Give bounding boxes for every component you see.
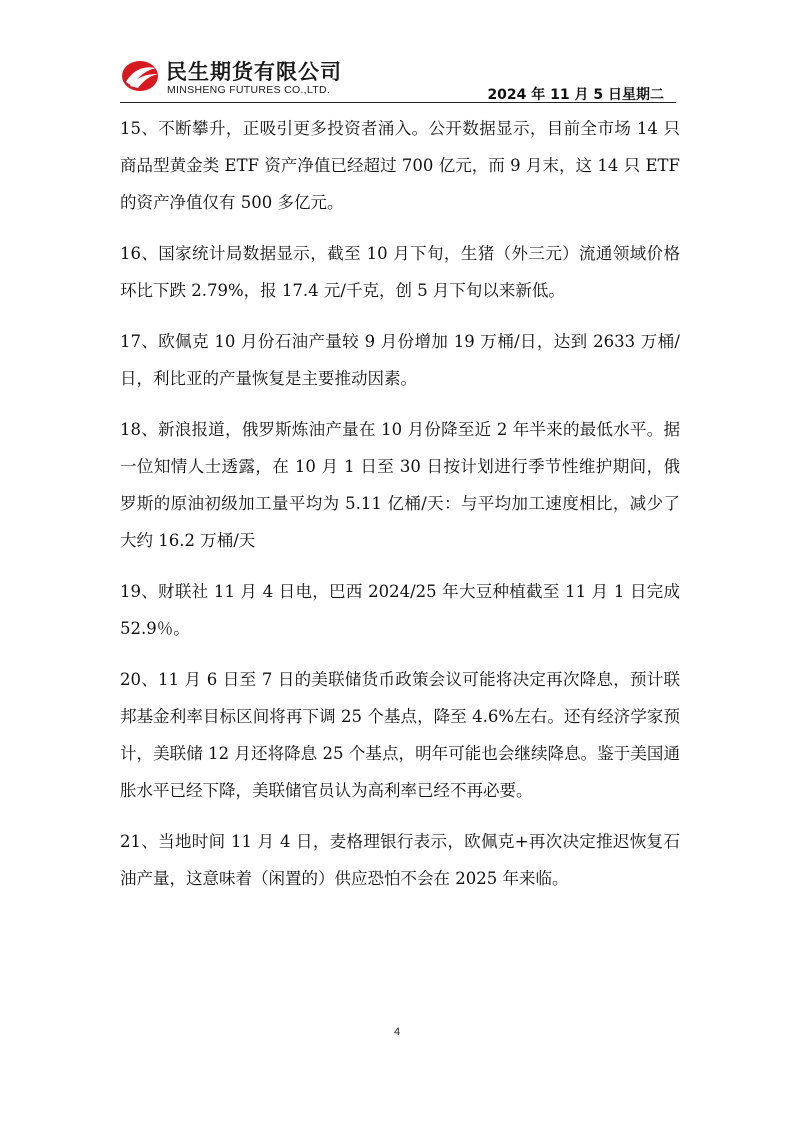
company-logo — [120, 54, 370, 100]
page-header — [120, 54, 680, 104]
news-item-18: 18、新浪报道，俄罗斯炼油产量在 10 月份降至近 2 年半来的最低水平。据一位知情人士透露，在 10 月 1 日至 30 日按计划进行季节性维护期间，俄罗斯的原油初级加工量平均为 5.11 亿桶/天：与平均加工速度相比，减少了大约 16.2 万桶/天 — [120, 420, 680, 550]
news-content — [120, 110, 680, 911]
news-item-19: 19、财联社 11 月 4 日电，巴西 2024/25 年大豆种植截至 11 月 1 日完成 52.9％。 — [120, 582, 680, 638]
header-divider — [120, 102, 676, 103]
news-item-16: 16、国家统计局数据显示，截至 10 月下旬，生猪（外三元）流通领域价格环比下跌 2.79%，报 17.4 元/千克，创 5 月下旬以来新低。 — [120, 244, 680, 300]
report-date: 2024 年 11 月 5 日星期二 — [487, 87, 664, 103]
page-number: 4 — [393, 1026, 401, 1038]
company-name-en: MINSHENG FUTURES CO.,LTD. — [167, 84, 331, 96]
news-item-17: 17、欧佩克 10 月份石油产量较 9 月份增加 19 万桶/日，达到 2633 万桶/日，利比亚的产量恢复是主要推动因素。 — [120, 332, 680, 388]
company-name-cn: 民生期货有限公司 — [166, 60, 342, 84]
news-item-15: 15、不断攀升，正吸引更多投资者涌入。公开数据显示，目前全市场 14 只商品型黄金类 ETF 资产净值已经超过 700 亿元，而 9 月末，这 14 只 ETF 的资产净值仅有 500 多亿元。 — [120, 119, 680, 212]
news-item-20: 20、11 月 6 日至 7 日的美联储货币政策会议可能将决定再次降息，预计联邦基金利率目标区间将再下调 25 个基点，降至 4.6%左右。还有经济学家预计，美联储 12 月还将降息 25 个基点，明年可能也会继续降息。鉴于美国通胀水平已经下降，美联储官员认为高利率已经不再必要。 — [120, 670, 680, 800]
minsheng-logo-icon — [120, 58, 160, 94]
news-item-21: 21、当地时间 11 月 4 日，麦格理银行表示，欧佩克+再次决定推迟恢复石油产量，这意味着（闲置的）供应恐怕不会在 2025 年来临。 — [120, 832, 680, 888]
